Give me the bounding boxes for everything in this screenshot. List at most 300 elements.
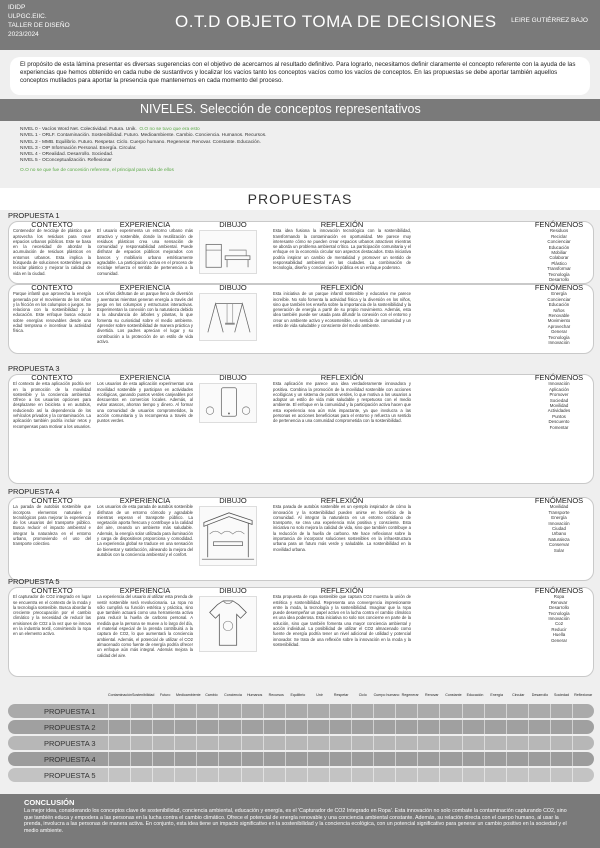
fenomeno-item: Ropa (553, 594, 565, 600)
matrix-cell (572, 752, 594, 766)
fenomenos-heading: FENÓMENOS (534, 283, 584, 292)
matrix-cell (528, 752, 550, 766)
fenomeno-item: Puntos (552, 413, 566, 419)
contexto-column (13, 375, 91, 429)
level-item (20, 158, 266, 164)
matrix-cell (550, 720, 572, 734)
matrix-col-label: Reflexionar (574, 693, 593, 697)
fenomeno-item: Conservar (548, 542, 570, 548)
matrix-col-label: Unir (316, 693, 323, 697)
matrix-col-label: Cuerpo humano (373, 693, 400, 697)
matrix-cell (263, 768, 285, 782)
matrix-row (8, 720, 594, 734)
matrix-cell (528, 720, 550, 734)
fenomeno-item: Movilidad (549, 402, 569, 408)
fenomeno-item: Educación (548, 302, 570, 308)
proposal-3 (8, 364, 594, 484)
fenomeno-item: Reducir (551, 626, 567, 632)
proposal-label: PROPUESTA 5 (8, 577, 60, 586)
fenomenos-heading: FENÓMENOS (534, 373, 584, 382)
matrix-cell (572, 736, 594, 750)
matrix-cell (285, 704, 307, 718)
matrix-cell (439, 752, 461, 766)
experiencia-column (97, 285, 193, 344)
matrix-cell (130, 736, 152, 750)
matrix-cell (196, 736, 218, 750)
intro-text: El propósito de esta lámina presentar es diversas sugerencias con el objetivo de acercarnos al resultado definitivo. Para lograrlo, necesitamos definir claramente el concepto referente con la ayuda de las experiencias que hemos obtenido en cada nube de sustantivos y localizar los vacíos tanto los conceptos vacíos como los vacíos de conceptos. En las propuestas se debe aportar también aquellos conceptos mutilados para aportar la presencia que mantenemos en cada momento del proceso. (10, 57, 590, 95)
matrix-cell (439, 704, 461, 718)
fenomeno-item: Actividades (547, 408, 571, 414)
matrix-cell (218, 768, 240, 782)
reflexion-text: Esta iniciativa de un parque infantil sostenible y educativo me parece increíble. No solo fomenta la actividad física y la diversión en los niños, sino que también les enseña sobre la importancia de la sostenibilidad y la generación de energía a partir de su propio movimiento. Además, esta idea también puede ser usada para difundir la conexión con el entorno y crear un ambiente activo y ecosostenible, un sentido de comunidad y un estilo de vida saludable y consciente del medio ambiente. (273, 291, 411, 329)
matrix-cell (285, 736, 307, 750)
conclusion-title: CONCLUSIÓN (24, 798, 75, 807)
matrix-cell (285, 752, 307, 766)
institution-line: 2023/2024 (8, 31, 39, 38)
matrix-cells (108, 736, 594, 750)
matrix-cell (417, 752, 439, 766)
fenomenos-heading: FENÓMENOS (534, 586, 584, 595)
matrix-cell (218, 752, 240, 766)
matrix-col-label: Educación (466, 693, 484, 697)
contexto-heading: CONTEXTO (31, 373, 73, 382)
fenomenos-heading: FENÓMENOS (534, 220, 584, 229)
matrix-cell (528, 704, 550, 718)
matrix-col-label: Constante (445, 693, 462, 697)
fenomenos-heading: FENÓMENOS (534, 496, 584, 505)
matrix-cell (329, 768, 351, 782)
matrix-cell (152, 704, 174, 718)
matrix-cell (108, 736, 130, 750)
fenomeno-item: Descuento (548, 419, 570, 425)
matrix-cell (152, 768, 174, 782)
matrix-cell (395, 704, 417, 718)
fenomeno-item: Reciclar (551, 233, 567, 239)
matrix-cell (329, 752, 351, 766)
fenomeno-item: Fomentar (549, 424, 569, 430)
matrix-cell (373, 704, 395, 718)
matrix-cell (351, 752, 373, 766)
matrix-cell (218, 720, 240, 734)
matrix-row (8, 752, 594, 766)
fenomenos-list (526, 381, 592, 430)
fenomeno-item: Plástico (551, 260, 567, 266)
level-label: NIVEL 4 - ORealidad. Desarrollo. Sociedad. (20, 152, 114, 158)
matrix-col-label: Cambio (205, 693, 218, 697)
matrix-cell (196, 704, 218, 718)
reflexion-heading: REFLEXIÓN (320, 283, 364, 292)
institution-line: TALLER DE DISEÑO (8, 22, 70, 29)
matrix-col-label: Regenerar (401, 693, 419, 697)
matrix-cell (528, 736, 550, 750)
level-label: NIVEL 2 - MMB. Equilibrio. Futuro. Respetar. Ciclo. Cuerpo humano. Regenerar. Renovar. Constante. Educación. (20, 139, 261, 145)
reflexion-column (273, 588, 411, 647)
matrix-cell (307, 736, 329, 750)
fenomeno-item: Transformar (547, 266, 571, 272)
institution-line: ULPGC.EIIC. (8, 13, 47, 20)
matrix-row-label: PROPUESTA 3 (44, 738, 96, 748)
contexto-heading: CONTEXTO (31, 496, 73, 505)
matrix-cell (263, 752, 285, 766)
experiencia-column (97, 222, 193, 276)
matrix-cell (417, 704, 439, 718)
matrix-cell (218, 736, 240, 750)
playground-sketch (199, 293, 257, 341)
matrix-cell (506, 704, 528, 718)
matrix-col-label: Futuro (159, 693, 171, 697)
matrix-cell (572, 720, 594, 734)
reflexion-column (273, 285, 411, 328)
proposal-2 (8, 283, 594, 354)
contexto-text: El capturador de CO2 integrado en lugar se encuentra en el contexto de la moda y la tecnología sostenible. Busca abordar la creciente preocupación por el cambio climático y la necesidad de reducir las emisiones de CO2 a la vez que se innova en la industria textil, convirtiendo la ropa en un elemento activo. (13, 594, 91, 637)
proposal-5 (8, 577, 594, 677)
matrix-col-label: Circular (512, 693, 525, 697)
matrix-cell (108, 704, 130, 718)
experiencia-text: Los niños disfrutan de un parque lleno de diversión y aventuras mientras generan energía a través del juego en los columpios y estructuras interactivas. Experimentan la conexión con la naturaleza debido a la abundancia de árboles y plantas, lo que fomenta su curiosidad sobre el medio ambiente. Aprender sobre sostenibilidad de manera práctica y divertida. Los padres aprecian el lugar y su contribución a la protección de un estilo de vida activo. (97, 291, 193, 344)
fenomenos-list (526, 504, 592, 553)
matrix-header (108, 688, 594, 702)
matrix-cells (108, 768, 594, 782)
reflexion-heading: REFLEXIÓN (320, 220, 364, 229)
experiencia-column (97, 375, 193, 424)
matrix-col-label: Sostenibilidad (131, 693, 155, 697)
experiencia-heading: EXPERIENCIA (119, 283, 171, 292)
matrix-cell (307, 768, 329, 782)
matrix-cell (174, 704, 196, 718)
mobile-app-sketch (199, 383, 257, 423)
matrix-cell (130, 704, 152, 718)
fenomeno-item: Energía (551, 291, 567, 297)
matrix-cell (395, 720, 417, 734)
matrix-cell (307, 752, 329, 766)
matrix-row-label: PROPUESTA 2 (44, 722, 96, 732)
matrix-cell (550, 752, 572, 766)
fenomeno-item: Sociedad (549, 397, 569, 403)
experiencia-heading: EXPERIENCIA (119, 220, 171, 229)
experiencia-text: La experiencia del usuario al utilizar esta prenda de vestir sostenible será revolucionaria. La ropa no sólo cumplirá su función estética y práctica, sino que también actuará como una herramienta activa para reducir la huella de carbono personal. A medida que la persona se mueve a lo largo del día, el material especial de la prenda contribuirá a la captura de CO2, lo que aumentará la conciencia ambiental. Además, el potencial de utilizar el CO2 almacenado como fuente de energía podría ofrecer un enfoque aún más integral. Además mejora la calidad del aire. (97, 594, 193, 658)
matrix-cell (241, 720, 263, 734)
matrix-cell (462, 768, 484, 782)
matrix-cell (196, 752, 218, 766)
matrix-col-label: Renovar (425, 693, 439, 697)
fenomenos-column (526, 375, 592, 430)
fenomeno-item: Ciudad (552, 525, 566, 531)
fenomeno-item: Promover (549, 392, 569, 398)
fenomeno-item: Niños (553, 307, 565, 313)
dibujo-heading: DIBUJO (219, 220, 247, 229)
author-name: LEIRE GUTIÉRREZ BAJO (511, 17, 588, 24)
fenomeno-item: Movilidad (549, 504, 569, 510)
level-label: NIVEL 1 - ORLF. Contaminación. Sostenibilidad. Futuro. Medioambiente. Cambio. Conciencia. Humanos. Recursos. (20, 133, 267, 139)
co2-garment-sketch (199, 596, 257, 652)
matrix-cell (550, 704, 572, 718)
matrix-col-label: Contaminación (108, 693, 132, 697)
levels-title: NIVELES. Selección de conceptos representativos (0, 99, 600, 121)
matrix-cell (174, 720, 196, 734)
matrix-cell (241, 736, 263, 750)
contexto-heading: CONTEXTO (31, 220, 73, 229)
contexto-text: El contexto de esta aplicación podría ser en la promoción de la movilidad sostenible y la conciencia ambiental. Ofrece a los usuarios opciones para desplazarse en bicicleta o en autobús, reduciendo así la dependencia de los vehículos privados y la contaminación. La aplicación también podría incluir retos y recompensas para motivar a los usuarios. (13, 381, 91, 429)
proposal-card (8, 497, 594, 581)
proposal-card (8, 221, 594, 284)
fenomenos-column (526, 588, 592, 643)
propuestas-title: PROPUESTAS (0, 188, 600, 210)
matrix-cell (263, 736, 285, 750)
bus-stop-sketch (199, 506, 257, 566)
matrix-cell (130, 768, 152, 782)
reflexion-heading: REFLEXIÓN (320, 496, 364, 505)
experiencia-column (97, 498, 193, 557)
matrix-cell (196, 768, 218, 782)
fenomeno-item: Solar (553, 547, 565, 553)
matrix-cell (174, 768, 196, 782)
matrix-cell (462, 720, 484, 734)
matrix-cell (572, 704, 594, 718)
matrix-cell (484, 704, 506, 718)
fenomeno-item: Desarrollo (548, 605, 569, 611)
matrix-cell (351, 768, 373, 782)
matrix-cell (152, 736, 174, 750)
fenomeno-item: Energía (551, 515, 567, 521)
experiencia-column (97, 588, 193, 658)
matrix-cell (373, 736, 395, 750)
matrix-cell (108, 720, 130, 734)
conclusion-section (0, 794, 600, 848)
matrix-cell (307, 720, 329, 734)
fenomeno-item: Renovar (550, 599, 568, 605)
matrix-cell (506, 752, 528, 766)
matrix-col-label: Desarrollo (531, 693, 549, 697)
fenomenos-list (526, 291, 592, 345)
fenomeno-item: Renovable (548, 312, 570, 318)
dibujo-heading: DIBUJO (219, 283, 247, 292)
dibujo-heading: DIBUJO (219, 586, 247, 595)
matrix-cell (196, 720, 218, 734)
matrix-cell (572, 768, 594, 782)
level-label: NIVEL 5 - OConceptualización. Reflexionar (20, 158, 112, 164)
proposal-card (8, 284, 594, 354)
fenomenos-column (526, 498, 592, 553)
proposal-label: PROPUESTA 4 (8, 487, 60, 496)
fenomeno-item: Generar (550, 329, 568, 335)
matrix-cells (108, 752, 594, 766)
fenomeno-item: Innovación (548, 339, 570, 345)
matrix-cell (329, 736, 351, 750)
experiencia-heading: EXPERIENCIA (119, 373, 171, 382)
fenomeno-item: Aprovechar (547, 323, 571, 329)
fenomeno-item: Aplicación (548, 386, 569, 392)
reflexion-text: Esta propuesta de ropa sostenible que captura CO2 muestra la unión de estética y sostenibilidad. Representa una convergencia impresionante entre la moda, la tecnología y la sostenibilidad. Imaginar que la ropa puede desempeñar un papel activo en la lucha contra el cambio climático es una idea poderosa. Esta iniciativa no solo nos concierne en parte de la solución, sino que también fomenta una mayor conciencia ambiental y acción individual. La posibilidad de utilizar el CO2 almacenado como fuente de energía podría tener un nivel adicional de utilidad y potencial innovador. Se trata de una reflexión sobre la innovación en la moda y la sostenibilidad. (273, 594, 411, 647)
matrix-cell (439, 768, 461, 782)
dibujo-column (199, 285, 267, 343)
level-note: O.O no se tuvo que era esto (139, 127, 200, 132)
contexto-text: La parada de autobús sostenible que incorpora elementos naturales y tecnológicos para mejorar la experiencia de los usuarios del transporte público. Busca reducir el impacto ambiental e integrar la naturaleza en el entorno urbano, promoviendo el uso del transporte colectivo. (13, 504, 91, 547)
matrix-col-label: Humanos (246, 693, 263, 697)
matrix-row-label: PROPUESTA 1 (44, 706, 96, 716)
institution-line: IDIDP (8, 4, 26, 11)
reflexion-column (273, 375, 411, 424)
fenomeno-item: Concienciar (547, 296, 571, 302)
matrix-cell (550, 736, 572, 750)
fenomenos-column (526, 222, 592, 282)
page-title: O.T.D OBJETO TOMA DE DECISIONES (175, 12, 497, 31)
contexto-text: Parque infantil que aprovecha la energía generada por el movimiento de los niños y la fricción en los columpios o juegos. Se relaciona con la sostenibilidad y la educación. Este enfoque busca educar sobre energías renovables desde una edad temprana e incentivar la actividad física. (13, 291, 91, 334)
fenomeno-item: Colaborar (549, 255, 569, 261)
matrix-col-label: Medioambiente (176, 693, 201, 697)
fenomeno-item: Tecnología (548, 610, 570, 616)
fenomeno-item: Co2 (554, 621, 564, 627)
matrix-row-label: PROPUESTA 4 (44, 754, 96, 764)
matrix-cell (462, 752, 484, 766)
dibujo-heading: DIBUJO (219, 373, 247, 382)
reflexion-column (273, 498, 411, 552)
fenomeno-item: Desarrollo (548, 276, 569, 282)
contexto-heading: CONTEXTO (31, 283, 73, 292)
matrix-cell (395, 752, 417, 766)
experiencia-text: El usuario experimenta un entorno urbano más atractivo y sostenible, donde la reutilización de residuos plásticos crea una sensación de comunidad y responsabilidad ambiental. Puede disfrutar de espacios públicos mejorados con bancos y mobiliario urbano estéticamente agradable. La participación activa en el proceso de reciclaje refuerza el sentido de pertenencia a la comunidad. (97, 228, 193, 276)
reflexion-heading: REFLEXIÓN (320, 586, 364, 595)
fenomeno-item: Movimiento (547, 318, 571, 324)
fenomeno-item: Naturaleza (548, 536, 570, 542)
dibujo-column (199, 375, 267, 425)
fenomeno-item: Tecnología (548, 271, 570, 277)
fenomeno-item: Generar (550, 637, 568, 643)
fenomeno-item: Transporte (548, 509, 570, 515)
matrix-cell (373, 752, 395, 766)
matrix-col-label: Sociedad (554, 693, 570, 697)
matrix-row (8, 736, 594, 750)
matrix-cell (417, 736, 439, 750)
matrix-col-label: Ciclo (358, 693, 367, 697)
matrix-cell (152, 752, 174, 766)
matrix-cell (218, 704, 240, 718)
experiencia-heading: EXPERIENCIA (119, 586, 171, 595)
matrix-cell (263, 720, 285, 734)
matrix-cell (351, 736, 373, 750)
matrix-cell (130, 752, 152, 766)
conclusion-text: La mejor idea, considerando los conceptos clave de sostenibilidad, conciencia ambiental, educación y energía, es el 'Capturador de CO2 Integrado en Ropa'. Esta innovación no solo combate la contaminación capturando CO2, sino que también educa y empodera a las personas en la lucha contra el cambio climático. Ofrece el potencial de energía renovable y una conciencia ambiental constante. Además, su relación directa con el cuerpo humano, al usar la prenda, involucra a las personas de manera activa. En conjunto, esta idea tiene un impacto significativo en la sostenibilidad y la conciencia ecológica, con un potencial significativo para generar un cambio positivo en la sociedad y el medio ambiente. (24, 808, 567, 834)
fenomenos-column (526, 285, 592, 345)
matrix-cell (108, 768, 130, 782)
dibujo-heading: DIBUJO (219, 496, 247, 505)
matrix-col-label: Equilibrio (290, 693, 306, 697)
matrix-col-label: Recursos (268, 693, 284, 697)
institution-block (8, 3, 70, 39)
contexto-column (13, 285, 91, 334)
dibujo-column (199, 222, 267, 276)
matrix-cell (241, 704, 263, 718)
matrix-col-label: Respetar (333, 693, 349, 697)
dibujo-column (199, 498, 267, 568)
reflexion-text: Esta aplicación me parece una idea verdaderamente innovadora y positiva. Combina la promoción de la movilidad sostenible con acciones ecológicas y un sistema de puntos verdes, lo que motiva a los usuarios a adoptar un estilo de vida más saludable y respetuoso con el medio ambiente. El enfoque en la comunidad y la participación activa hacen que esta experiencia sea aún más impactante, ya que involucra a las personas en acciones beneficiosas para el entorno y refuerza un sentido de pertenencia a una comunidad comprometida con la sostenibilidad. (273, 381, 411, 424)
fenomeno-item: Educación (548, 244, 570, 250)
matrix-cell (395, 736, 417, 750)
matrix-col-label: Conciencia (224, 693, 242, 697)
contexto-column (13, 498, 91, 547)
matrix-cell (484, 752, 506, 766)
matrix-cell (439, 720, 461, 734)
matrix-cell (506, 720, 528, 734)
matrix-cell (351, 720, 373, 734)
matrix-cell (285, 768, 307, 782)
reflexion-heading: REFLEXIÓN (320, 373, 364, 382)
fenomeno-item: Urbano (551, 531, 567, 537)
experiencia-text: Los usuarios de esta parada de autobús sostenible disfrutan de un entorno cómodo y agradable mientras esperan el transporte público. La vegetación aporta frescura y contribuye a la calidad del aire, creando un ambiente más saludable. Además, la energía solar utilizada para iluminación y carga de dispositivos proporciona y comodidad. La experiencia global se traduce en una sensación de bienestar y satisfacción, alineando la mejora del autobús con la conciencia ambiental y el confort. (97, 504, 193, 557)
matrix-cell (130, 720, 152, 734)
fenomeno-item: Concienciar (547, 239, 571, 245)
reflexion-text: Esta idea fusiona la innovación tecnológica con la sostenibilidad, transformando la contaminación en oportunidad. Me parece muy interesante cómo se pueden crear espacios urbanos atractivos mientras se aborda un problema ambiental crítico. La participación comunitaria y el enfoque en la economía circular son aspectos destacados. Esta iniciativa podría inspirar un cambio de mentalidad y promover un sentido de responsabilidad ambiental en las ciudades. La combinación de tecnología, diseño y concienciación pública es un enfoque poderoso. (273, 228, 411, 271)
matrix-cell (462, 704, 484, 718)
dibujo-column (199, 588, 267, 654)
matrix-cell (329, 720, 351, 734)
matrix-cell (373, 720, 395, 734)
matrix-cell (484, 720, 506, 734)
contexto-column (13, 222, 91, 276)
matrix-cell (528, 768, 550, 782)
reflexion-column (273, 222, 411, 271)
levels-list (20, 127, 266, 174)
proposal-4 (8, 487, 594, 581)
experiencia-text: Los usuarios de esta aplicación experimentan una movilidad sostenible y participan en actividades ecológicas, ganando puntos verdes canjeables por descuentos en comercios locales. Además, al evitar atascos, ahorran tiempo y dinero. Al formar una comunidad de usuarios comprometidos, la acción comunitaria y la recompensa a través de puntos verdes. (97, 381, 193, 424)
matrix-cell (263, 704, 285, 718)
matrix-row (8, 768, 594, 782)
fenomeno-item: Innovación (548, 381, 570, 387)
matrix-cell (550, 768, 572, 782)
matrix-cell (506, 736, 528, 750)
matrix-cell (484, 768, 506, 782)
matrix-cell (285, 720, 307, 734)
recycling-bench-sketch (199, 230, 257, 274)
matrix-row-label: PROPUESTA 5 (44, 770, 96, 780)
matrix-cell (241, 768, 263, 782)
fenomeno-item: Tecnología (548, 334, 570, 340)
matrix-cell (395, 768, 417, 782)
matrix-cell (152, 720, 174, 734)
page-header (0, 0, 600, 50)
proposal-1 (8, 211, 594, 284)
matrix-cell (108, 752, 130, 766)
fenomeno-item: Residuos (549, 228, 569, 234)
matrix-cell (484, 736, 506, 750)
experiencia-heading: EXPERIENCIA (119, 496, 171, 505)
matrix-cell (241, 752, 263, 766)
fenomeno-item: Mobiliar (551, 249, 567, 255)
fenomenos-list (526, 228, 592, 282)
matrix-cell (462, 736, 484, 750)
matrix-cell (329, 704, 351, 718)
matrix-cell (417, 720, 439, 734)
contexto-column (13, 588, 91, 637)
level-label: NIVEL 3 - OIP Información Personal. Energía. Circular. (20, 145, 137, 151)
level-label: NIVEL 0 - Vacíos Word Net. Colectividad. Futura. Unik. (20, 127, 137, 132)
matrix-cell (351, 704, 373, 718)
matrix-cell (373, 768, 395, 782)
matrix-row (8, 704, 594, 718)
contexto-text: Contenedor de reciclaje de plástico que aprovecha los residuos para crear espacios urbanos públicos. Este se basa en la necesidad de abordar la acumulación de residuos plásticos en entornos urbanos. Esta implica la búsqueda de soluciones sostenibles para reciclar plástico y mejorar la calidad de vida en la ciudad. (13, 228, 91, 276)
levels-note: O.O no se que fue de concesión referente, el principal para vida de ellos (20, 167, 174, 173)
proposal-label: PROPUESTA 1 (8, 211, 60, 220)
matrix-cell (174, 752, 196, 766)
fenomeno-item: Huella (552, 632, 566, 638)
matrix-cell (417, 768, 439, 782)
matrix-cells (108, 720, 594, 734)
fenomeno-item: Innovación (548, 615, 570, 621)
proposal-label: PROPUESTA 3 (8, 364, 60, 373)
reflexion-text: Esta parada de autobús sostenible es un ejemplo inspirador de cómo la innovación y la sostenibilidad pueden unirse en beneficio de la comunidad. Al integrar la naturaleza en un entorno cotidiano de transporte, se crea una experiencia más positiva y consciente. Esta iniciativa no solo mejora la calidad de vida, sino que también contribuye a la reducción de la huella de carbono. Me hace reflexionar sobre la importancia de incorporar soluciones sostenibles en la infraestructura urbana para un futuro más verde y saludable. La sostenibilidad en la movilidad urbana. (273, 504, 411, 552)
matrix-cell (439, 736, 461, 750)
matrix-cell (506, 768, 528, 782)
fenomenos-list (526, 594, 592, 643)
